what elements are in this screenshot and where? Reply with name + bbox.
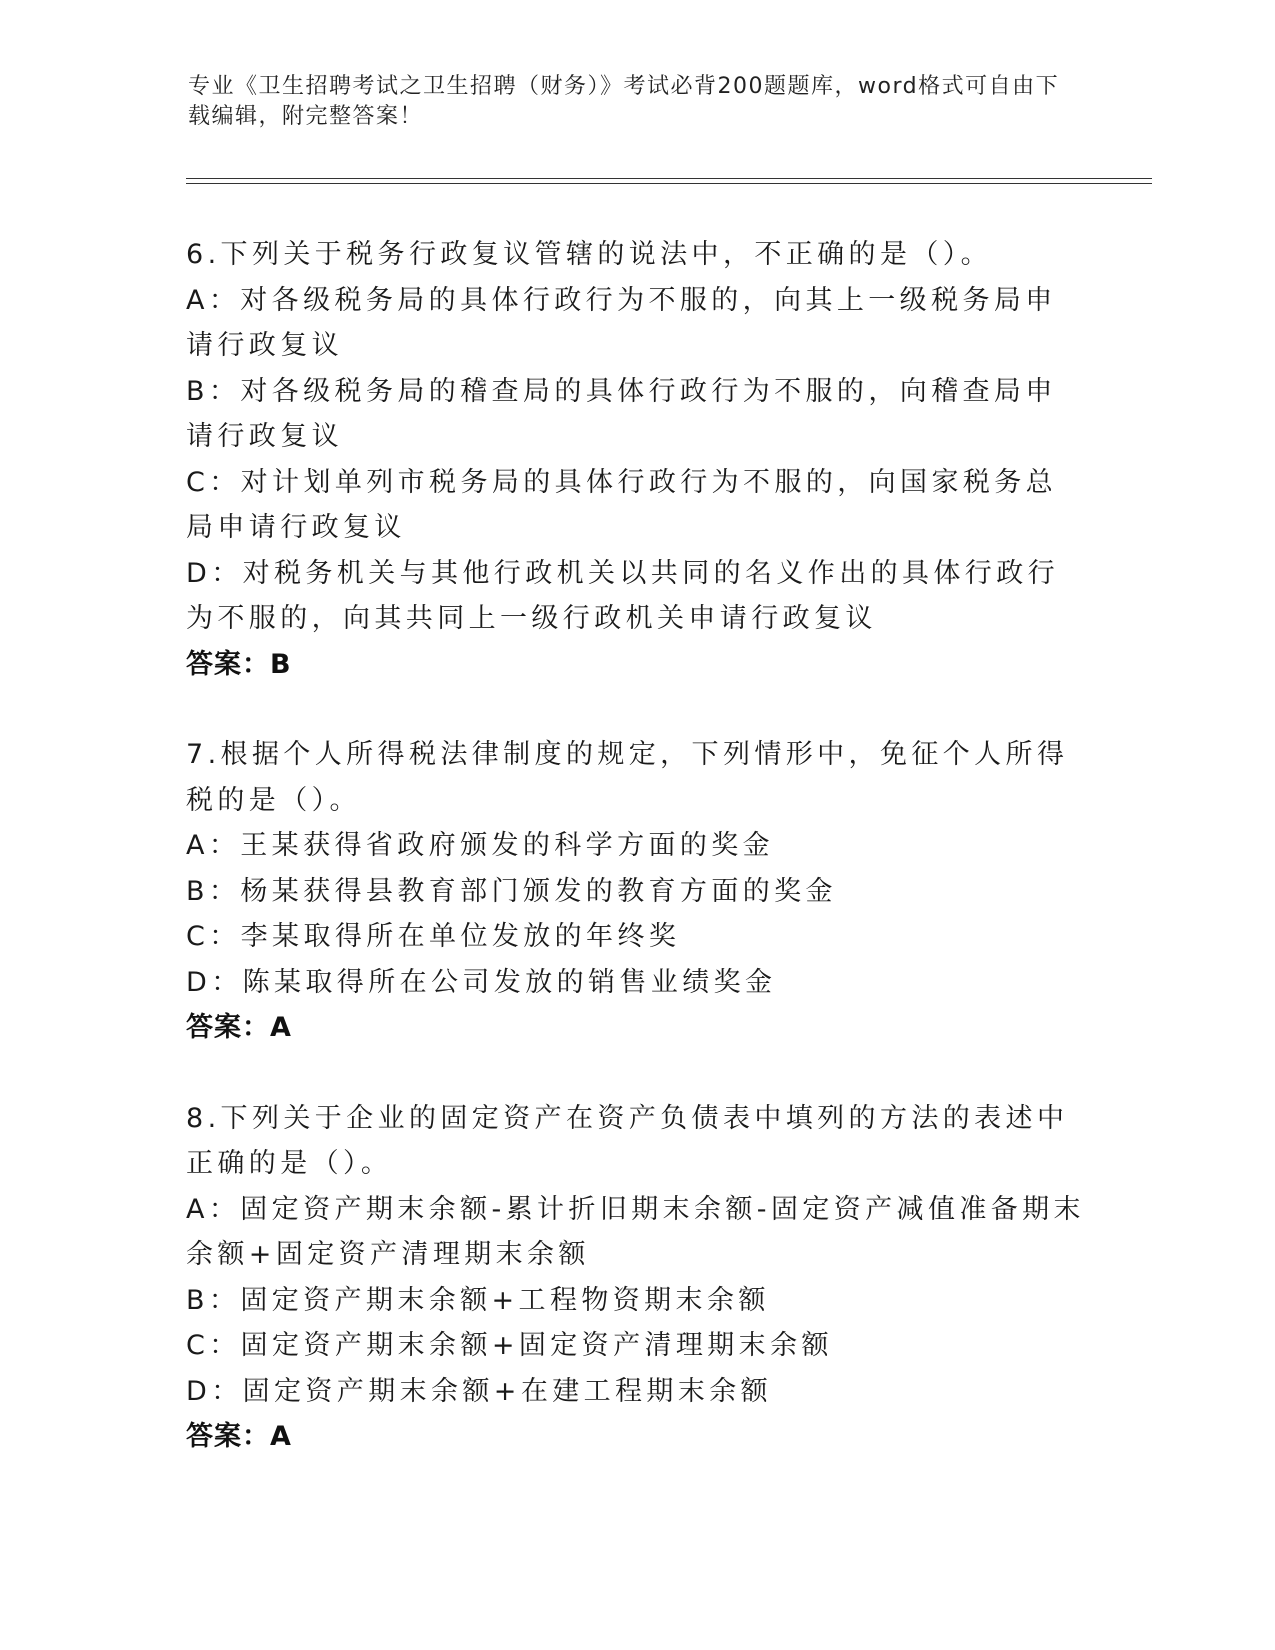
option-a: A：固定资产期末余额-累计折旧期末余额-固定资产减值准备期末余额+固定资产清理期末余额 (186, 1193, 1085, 1270)
question-list (186, 232, 1086, 1460)
option-c: C：固定资产期末余额+固定资产清理期末余额 (186, 1330, 833, 1361)
option-a: A：王某获得省政府颁发的科学方面的奖金 (186, 830, 775, 861)
question-stem: 6.下列关于税务行政复议管辖的说法中，不正确的是（）。 (186, 239, 993, 270)
question-7 (186, 732, 1086, 1051)
option-b: B：固定资产期末余额+工程物资期末余额 (186, 1284, 770, 1316)
question-6 (186, 232, 1086, 687)
header-divider-top (186, 178, 1152, 179)
answer-label: 答案：A (186, 1421, 292, 1452)
question-stem: 7.根据个人所得税法律制度的规定，下列情形中，免征个人所得税的是（）。 (186, 739, 1069, 816)
option-a: A：对各级税务局的具体行政行为不服的，向其上一级税务局申请行政复议 (186, 284, 1057, 361)
option-d: D：对税务机关与其他行政机关以共同的名义作出的具体行政行为不服的，向其共同上一级行政机关申请行政复议 (186, 557, 1059, 634)
option-b: B：对各级税务局的稽查局的具体行政行为不服的，向稽查局申请行政复议 (186, 375, 1057, 452)
document-header: 专业《卫生招聘考试之卫生招聘（财务）》考试必背200题题库，word格式可自由下载编辑，附完整答案！ (188, 74, 1060, 129)
question-spacer (186, 1051, 1086, 1096)
option-b: B：杨某获得县教育部门颁发的教育方面的奖金 (186, 875, 837, 907)
option-d: D：陈某取得所在公司发放的销售业绩奖金 (186, 966, 777, 998)
answer-label: 答案：A (186, 1012, 292, 1043)
answer-label: 答案：B (186, 648, 292, 680)
option-c: C：李某取得所在单位发放的年终奖 (186, 921, 681, 952)
option-d: D：固定资产期末余额+在建工程期末余额 (186, 1375, 773, 1407)
option-c: C：对计划单列市税务局的具体行政行为不服的，向国家税务总局申请行政复议 (186, 466, 1058, 543)
question-stem: 8.下列关于企业的固定资产在资产负债表中填列的方法的表述中正确的是（）。 (186, 1102, 1069, 1179)
question-spacer (186, 687, 1086, 732)
header-divider-bottom (186, 183, 1152, 184)
question-8 (186, 1096, 1086, 1460)
